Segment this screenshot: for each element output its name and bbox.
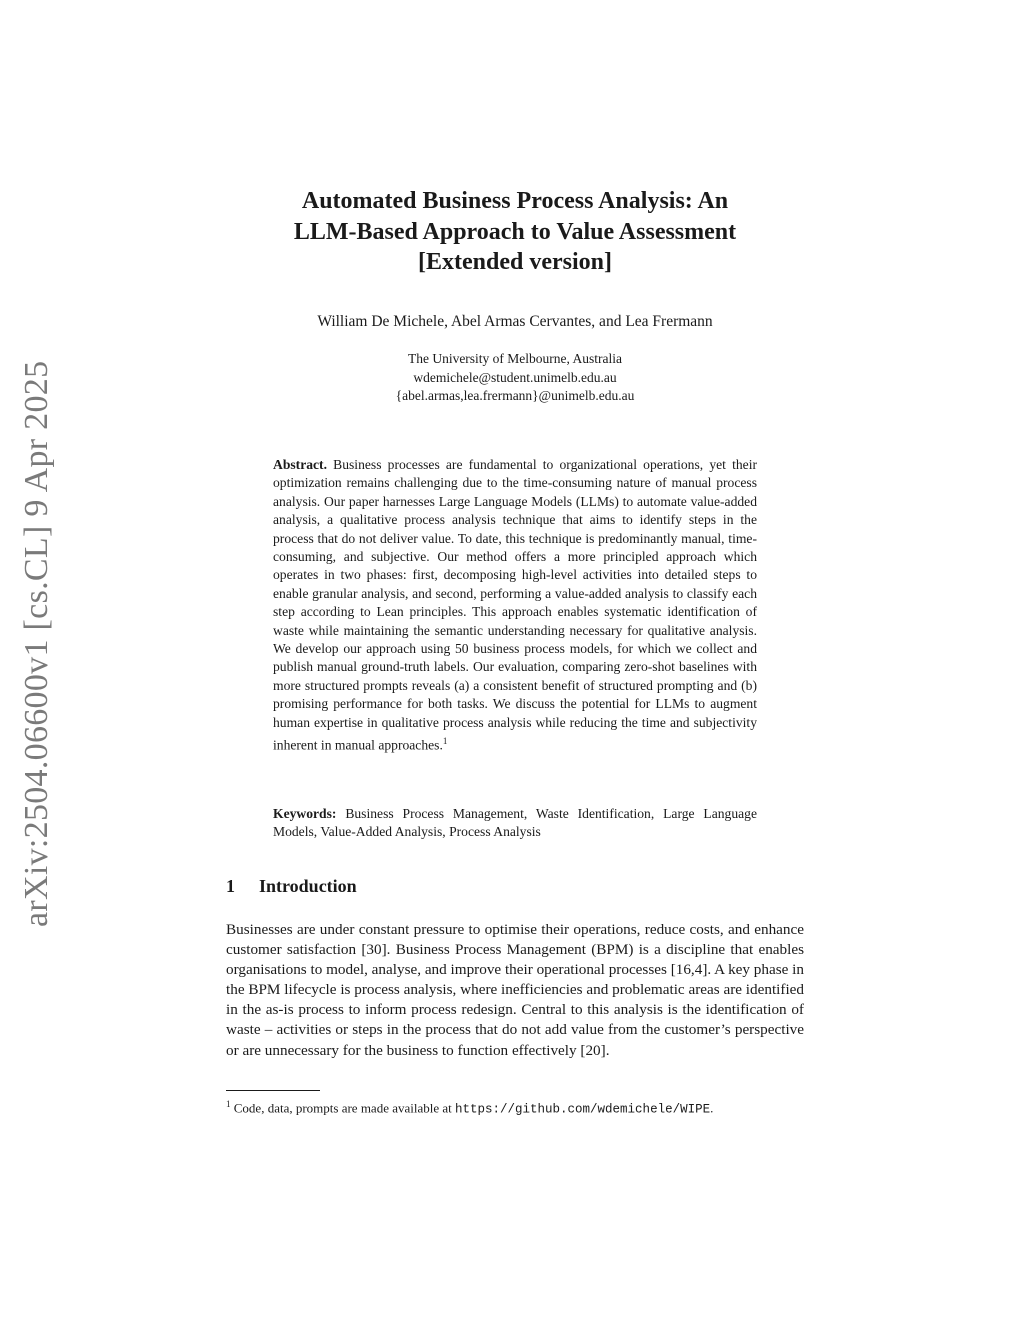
paper-title — [226, 186, 804, 278]
paper-title-line-2: LLM-Based Approach to Value Assessment — [293, 218, 737, 245]
paper-title-line-1: Automated Business Process Analysis: An — [301, 188, 729, 214]
footnote — [226, 1096, 816, 1118]
footnote-reference: 1 — [442, 736, 448, 747]
introduction-paragraph: Businesses are under constant pressure to optimise their operations, reduce costs, and enhance customer satisfaction [30]. Business Process Management (BPM) is a discipline that enables organisations to model, analyse, and improve their operational processes [16,4]. A key phase in the BPM lifecycle is process analysis, where inefficiencies and problematic areas are identified in the as-is process to inform process redesign. Central to this analysis is the identification of waste – activities or steps in the process that do not add value from the customer’s perspective or are unnecessary for the business to function effectively [20]. — [226, 921, 804, 1059]
keywords-text: Business Process Management, Waste Identification, Large Language Models, Value-Added Analysis, Process Analysis — [273, 806, 758, 840]
section-heading-introduction — [226, 876, 804, 897]
section-title: Introduction — [259, 876, 357, 896]
arxiv-identifier-stamp: arXiv:2504.06600v1 [cs.CL] 9 Apr 2025 — [18, 360, 55, 927]
abstract-label: Abstract. — [273, 457, 327, 472]
footnote-divider — [226, 1090, 320, 1091]
abstract — [273, 456, 757, 755]
author-list: William De Michele, Abel Armas Cervantes, and Lea Frermann — [317, 313, 713, 330]
footnote-url-link[interactable]: https://github.com/wdemichele/WIPE — [455, 1102, 711, 1117]
footnote-mark: 1 — [226, 1099, 231, 1109]
author-email-2: {abel.armas,lea.frermann}@unimelb.edu.au — [395, 388, 635, 403]
footnote-text: Code, data, prompts are made available at — [233, 1100, 452, 1116]
keywords-label: Keywords: — [273, 806, 337, 821]
affiliation-block — [226, 350, 804, 406]
paper-title-line-3: [Extended version] — [418, 249, 612, 275]
keywords — [273, 805, 757, 842]
footnote-end: . — [710, 1100, 714, 1116]
institution: The University of Melbourne, Australia — [407, 351, 623, 366]
section-number: 1 — [226, 876, 235, 896]
abstract-text: Business processes are fundamental to organizational operations, yet their optimization remains challenging due to the time-consuming nature of manual process analysis. Our paper harnesses Large Language Models (LLMs) to automate value-added analysis, a qualitative process analysis technique that aims to identify steps in the process that do not deliver value. To date, this technique is predominantly manual, time-consuming, and subjective. Our method offers a more principled approach which operates in two phases: first, decomposing high-level activities into detailed steps to enable granular analysis, and second, performing a value-added analysis to classify each step according to Lean principles. This approach enables systematic identification of waste while maintaining the semantic understanding necessary for qualitative analysis. We develop our approach using 50 business process models, for which we collect and publish manual ground-truth labels. Our evaluation, comparing zero-shot baselines with more structured prompts reveals (a) a consistent benefit of structured prompting and (b) promising performance for both tasks. We discuss the potential for LLMs to augment human expertise in qualitative process analysis while reducing the time and subjectivity inherent in manual approaches. — [273, 457, 758, 753]
author-email-1: wdemichele@student.unimelb.edu.au — [413, 369, 617, 385]
